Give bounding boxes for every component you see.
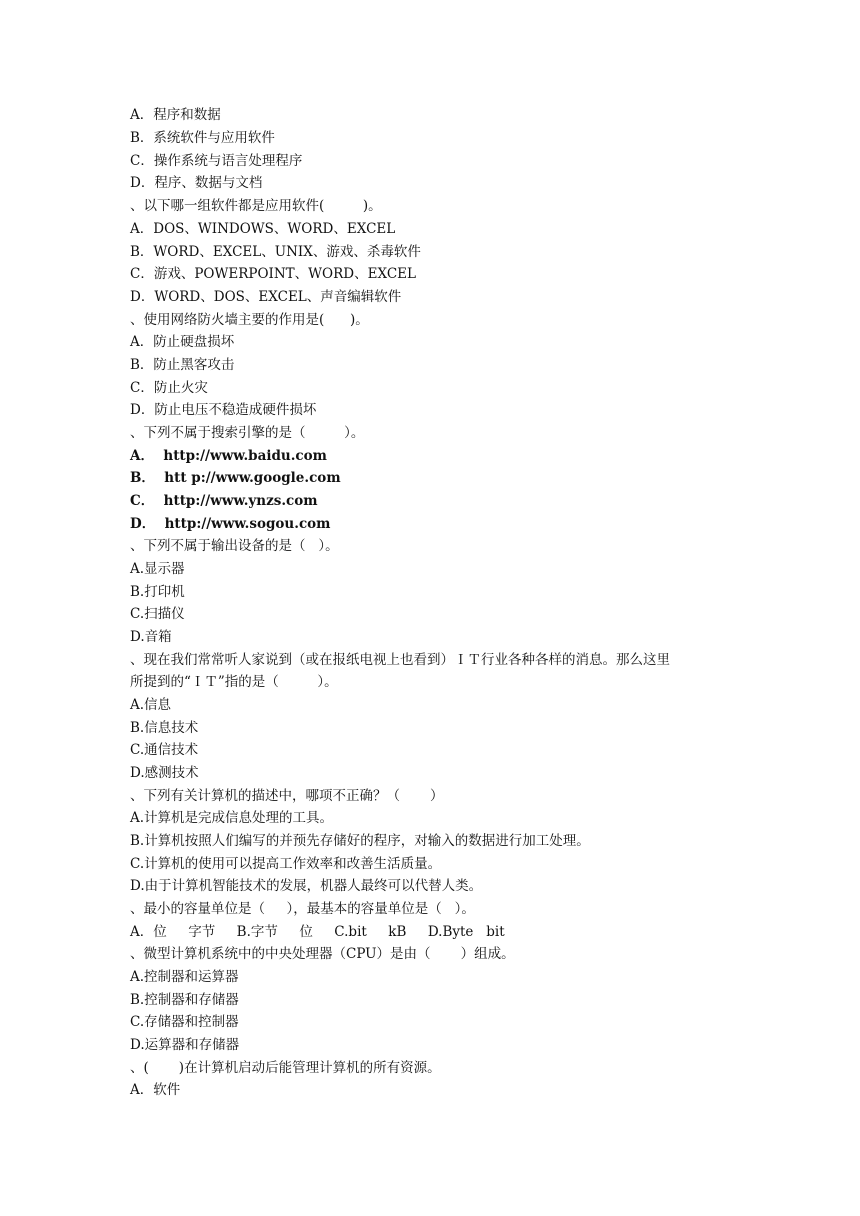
question-line: 、下列不属于搜索引擎的是（ ）。 [130,425,365,441]
option-line: D.感测技术 [130,765,199,781]
option-line: D.由于计算机智能技术的发展，机器人最终可以代替人类。 [130,878,483,894]
option-line: A.计算机是完成信息处理的工具。 [130,810,334,826]
question-line: 、下列有关计算机的描述中，哪项不正确？（ ） [130,788,444,804]
question-line: 所提到的“ＩＴ”指的是（ ）。 [130,674,338,690]
question-line: 、下列不属于输出设备的是（ ）。 [130,538,339,554]
option-line: A.控制器和运算器 [130,969,239,985]
question-line: 、最小的容量单位是（ ），最基本的容量单位是（ ）。 [130,901,475,917]
option-line: B． htt p://www.google.com [130,470,341,486]
option-line: D.音箱 [130,629,172,645]
option-line: B．系统软件与应用软件 [130,130,275,146]
option-line: C．防止火灾 [130,380,208,396]
option-line: B.控制器和存储器 [130,992,239,1008]
option-line: A．位 字节 B.字节 位 C.bit kB D.Byte bit [130,924,505,940]
question-line: 、( )在计算机启动后能管理计算机的所有资源。 [130,1060,441,1076]
option-line: D．程序、数据与文档 [130,175,263,191]
option-line: B．防止黑客攻击 [130,357,235,373]
option-line: A.信息 [130,697,172,713]
option-line: B.计算机按照人们编写的并预先存储好的程序，对输入的数据进行加工处理。 [130,833,590,849]
option-line: A．程序和数据 [130,107,221,123]
option-line: A.显示器 [130,561,185,577]
option-line: C.扫描仪 [130,606,185,622]
option-line: D．WORD、DOS、EXCEL、声音编辑软件 [130,289,402,305]
question-line: 、使用网络防火墙主要的作用是( )。 [130,312,369,328]
option-line: D.运算器和存储器 [130,1037,240,1053]
option-line: C.存储器和控制器 [130,1014,239,1030]
option-line: B.信息技术 [130,720,199,736]
option-line: B.打印机 [130,584,185,600]
option-line: C． http://www.ynzs.com [130,493,318,509]
option-line: A．DOS、WINDOWS、WORD、EXCEL [130,221,396,237]
option-line: D． http://www.sogou.com [130,516,331,532]
option-line: A．防止硬盘损坏 [130,334,235,350]
option-line: C.计算机的使用可以提高工作效率和改善生活质量。 [130,856,442,872]
option-line: B．WORD、EXCEL、UNIX、游戏、杀毒软件 [130,244,421,260]
question-line: 、微型计算机系统中的中央处理器（CPU）是由（ ）组成。 [130,946,515,962]
option-line: A．软件 [130,1082,181,1098]
question-line: 、以下哪一组软件都是应用软件( )。 [130,198,382,214]
option-line: C．游戏、POWERPOINT、WORD、EXCEL [130,266,416,282]
question-line: 、现在我们常常听人家说到（或在报纸电视上也看到）ＩＴ行业各种各样的消息。那么这里 [130,652,670,668]
option-line: D．防止电压不稳造成硬件损坏 [130,402,317,418]
option-line: C.通信技术 [130,742,199,758]
option-line: C．操作系统与语言处理程序 [130,153,303,169]
option-line: A． http://www.baidu.com [130,448,327,464]
